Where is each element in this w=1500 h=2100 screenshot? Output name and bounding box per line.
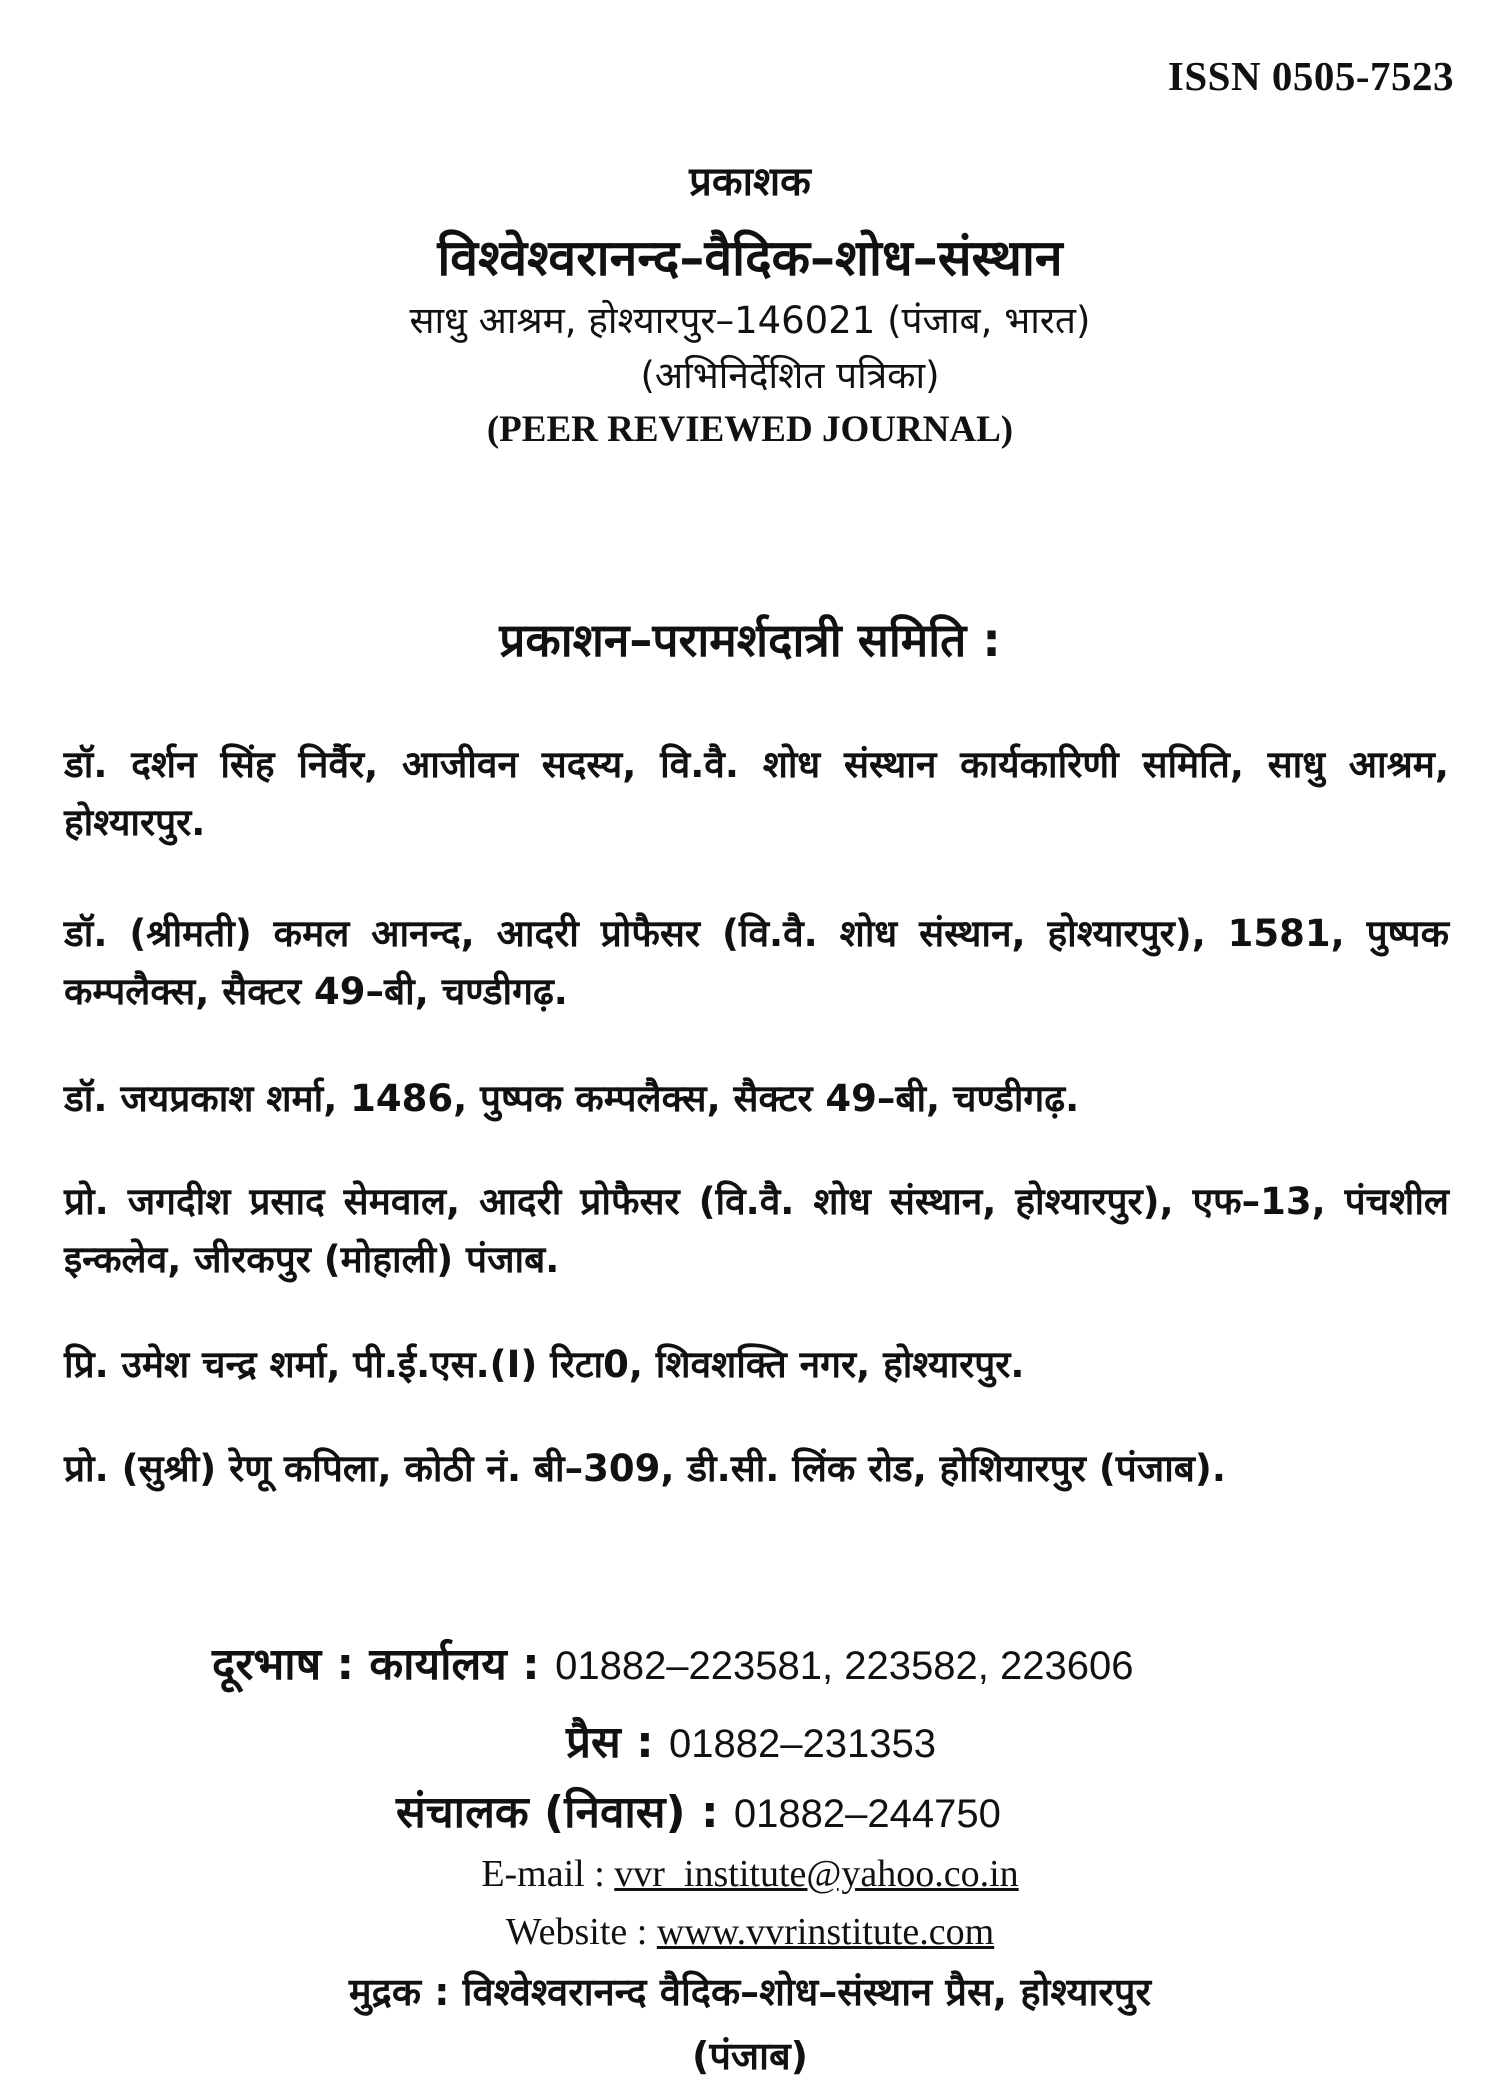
office-phone-numbers: 01882–223581, 223582, 223606 xyxy=(555,1644,1134,1688)
committee-member: प्रि. उमेश चन्द्र शर्मा, पी.ई.एस.(I) रिटा0, शिवशक्ति नगर, होश्यारपुर. xyxy=(64,1343,1025,1386)
institute-address: साधु आश्रम, होश्यारपुर–146021 (पंजाब, भारत) xyxy=(409,299,1091,342)
committee-member: डॉ. दर्शन सिंह निर्वैर, आजीवन सदस्य, वि.वै. शोध संस्थान कार्यकारिणी समिति, साधु आश्रम, होश्यारपुर. xyxy=(64,743,1449,844)
journal-type-english: (PEER REVIEWED JOURNAL) xyxy=(486,409,1014,450)
press-phone-number: 01882–231353 xyxy=(669,1722,936,1766)
phone-office-line xyxy=(212,1632,1133,1692)
website-link[interactable]: www.vvrinstitute.com xyxy=(656,1911,995,1953)
journal-type-hindi: (अभिनिर्देशित पत्रिका) xyxy=(640,354,940,397)
committee-title: प्रकाशन–परामर्शदात्री समिति : xyxy=(499,613,1001,667)
printer-line: मुद्रक : विश्वेश्वरानन्द वैदिक–शोध–संस्थान प्रैस, होश्यारपुर xyxy=(348,1970,1152,2014)
director-phone-number: 01882–244750 xyxy=(733,1792,1001,1836)
printer-line-state: (पंजाब) xyxy=(691,2034,809,2078)
email-line xyxy=(0,1852,1500,1896)
publisher-label: प्रकाशक xyxy=(689,159,811,205)
committee-member: प्रो. (सुश्री) रेणू कपिला, कोठी नं. बी–309, डी.सी. लिंक रोड, होशियारपुर (पंजाब). xyxy=(64,1447,1226,1490)
website-label: Website : xyxy=(505,1911,648,1953)
phone-press-line xyxy=(566,1710,936,1770)
committee-member: प्रो. जगदीश प्रसाद सेमवाल, आदरी प्रोफैसर (वि.वै. शोध संस्थान, होश्यारपुर), एफ–13, पंचशील इन्कलेव, जीरकपुर (मोहाली) पंजाब. xyxy=(64,1180,1449,1281)
institute-name: विश्वेश्वरानन्द–वैदिक–शोध–संस्थान xyxy=(437,229,1063,287)
committee-member: डॉ. जयप्रकाश शर्मा, 1486, पुष्पक कम्पलैक्स, सैक्टर 49–बी, चण्डीगढ़. xyxy=(64,1077,1080,1120)
office-label: कार्यालय : xyxy=(369,1639,540,1690)
email-label: E-mail : xyxy=(481,1853,605,1895)
email-link[interactable]: vvr_institute@yahoo.co.in xyxy=(614,1853,1019,1895)
director-label: संचालक (निवास) : xyxy=(396,1787,719,1838)
issn-number: ISSN 0505-7523 xyxy=(1167,53,1454,99)
committee-member: डॉ. (श्रीमती) कमल आनन्द, आदरी प्रोफैसर (वि.वै. शोध संस्थान, होश्यारपुर), 1581, पुष्पक कम्पलैक्स, सैक्टर 49–बी, चण्डीगढ़. xyxy=(64,912,1449,1013)
phone-label: दूरभाष : xyxy=(212,1639,355,1690)
phone-director-line xyxy=(396,1780,1001,1840)
press-label: प्रैस : xyxy=(566,1717,654,1768)
website-line xyxy=(0,1910,1500,1954)
